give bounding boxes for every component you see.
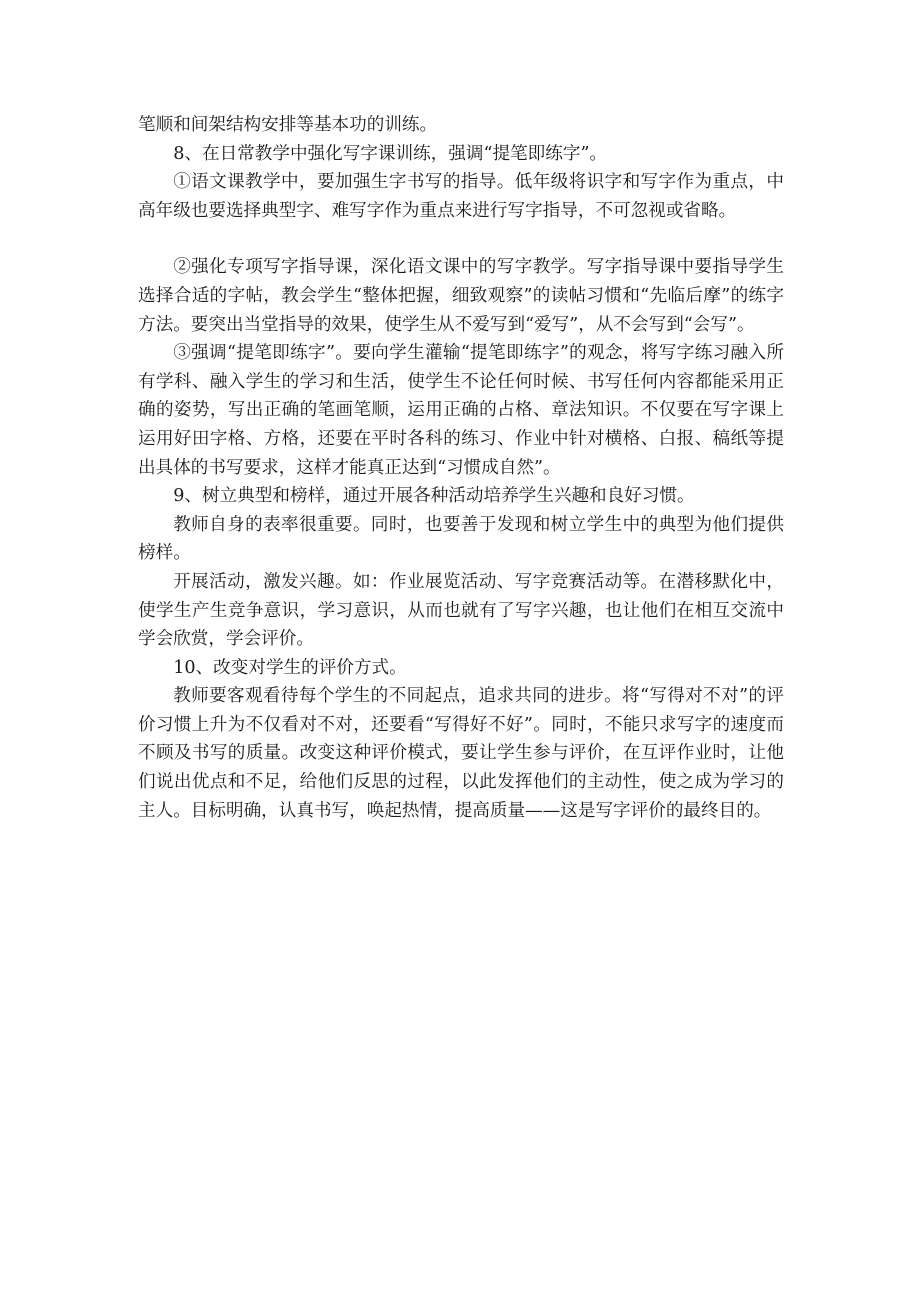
paragraph-item-9-2: 开展活动，激发兴趣。如：作业展览活动、写字竞赛活动等。在潜移默化中，使学生产生竞争意识，学习意识，从而也就有了写字兴趣，也让他们在相互交流中学会欣赏，学会评价。: [138, 571, 784, 650]
paragraph-item-8-1: ①语文课教学中，要加强生字书写的指导。低年级将识字和写字作为重点，中高年级也要选择典型字、难写字作为重点来进行写字指导，不可忽视或省略。: [138, 172, 784, 221]
blank-line: [138, 225, 784, 253]
heading-item-10: 10、改变对学生的评价方式。: [173, 657, 407, 678]
paragraph-item-10-1: 教师要客观看待每个学生的不同起点，追求共同的进步。将“写得对不对”的评价习惯上升为不仅看对不对，还要看“写得好不好”。同时，不能只求写字的速度而不顾及书写的质量。改变这种评价模式，要让学生参与评价，在互评作业时，让他们说出优点和不足，给他们反思的过程，以此发挥他们的主动性，使之成为学习的主人。目标明确，认真书写，唤起热情，提高质量——这是写字评价的最终目的。: [138, 686, 784, 821]
paragraph-item-8-3: ③强调“提笔即练字”。要向学生灌输“提笔即练字”的观念，将写字练习融入所有学科、融入学生的学习和生活，使学生不论任何时候、书写任何内容都能采用正确的姿势，写出正确的笔画笔顺，运用正确的占格、章法知识。不仅要在写字课上运用好田字格、方格，还要在平时各科的练习、作业中针对横格、白报、稿纸等提出具体的书写要求，这样才能真正达到“习惯成自然”。: [138, 343, 784, 478]
paragraph-item-9-1: 教师自身的表率很重要。同时，也要善于发现和树立学生中的典型为他们提供榜样。: [138, 514, 784, 564]
paragraph-item-8-2: ②强化专项写字指导课，深化语文课中的写字教学。写字指导课中要指导学生选择合适的字帖，教会学生“整体把握，细致观察”的读帖习惯和“先临后摩”的练字方法。要突出当堂指导的效果，使学生从不爱写到“爱写”，从不会写到“会写”。: [138, 257, 784, 335]
document-page: [138, 111, 784, 825]
heading-item-8: 8、在日常教学中强化写字课训练，强调“提笔即练字”。: [173, 143, 608, 164]
heading-item-9: 9、树立典型和榜样，通过开展各种活动培养学生兴趣和良好习惯。: [173, 486, 695, 507]
paragraph-continuation: 笔顺和间架结构安排等基本功的训练。: [138, 115, 438, 135]
